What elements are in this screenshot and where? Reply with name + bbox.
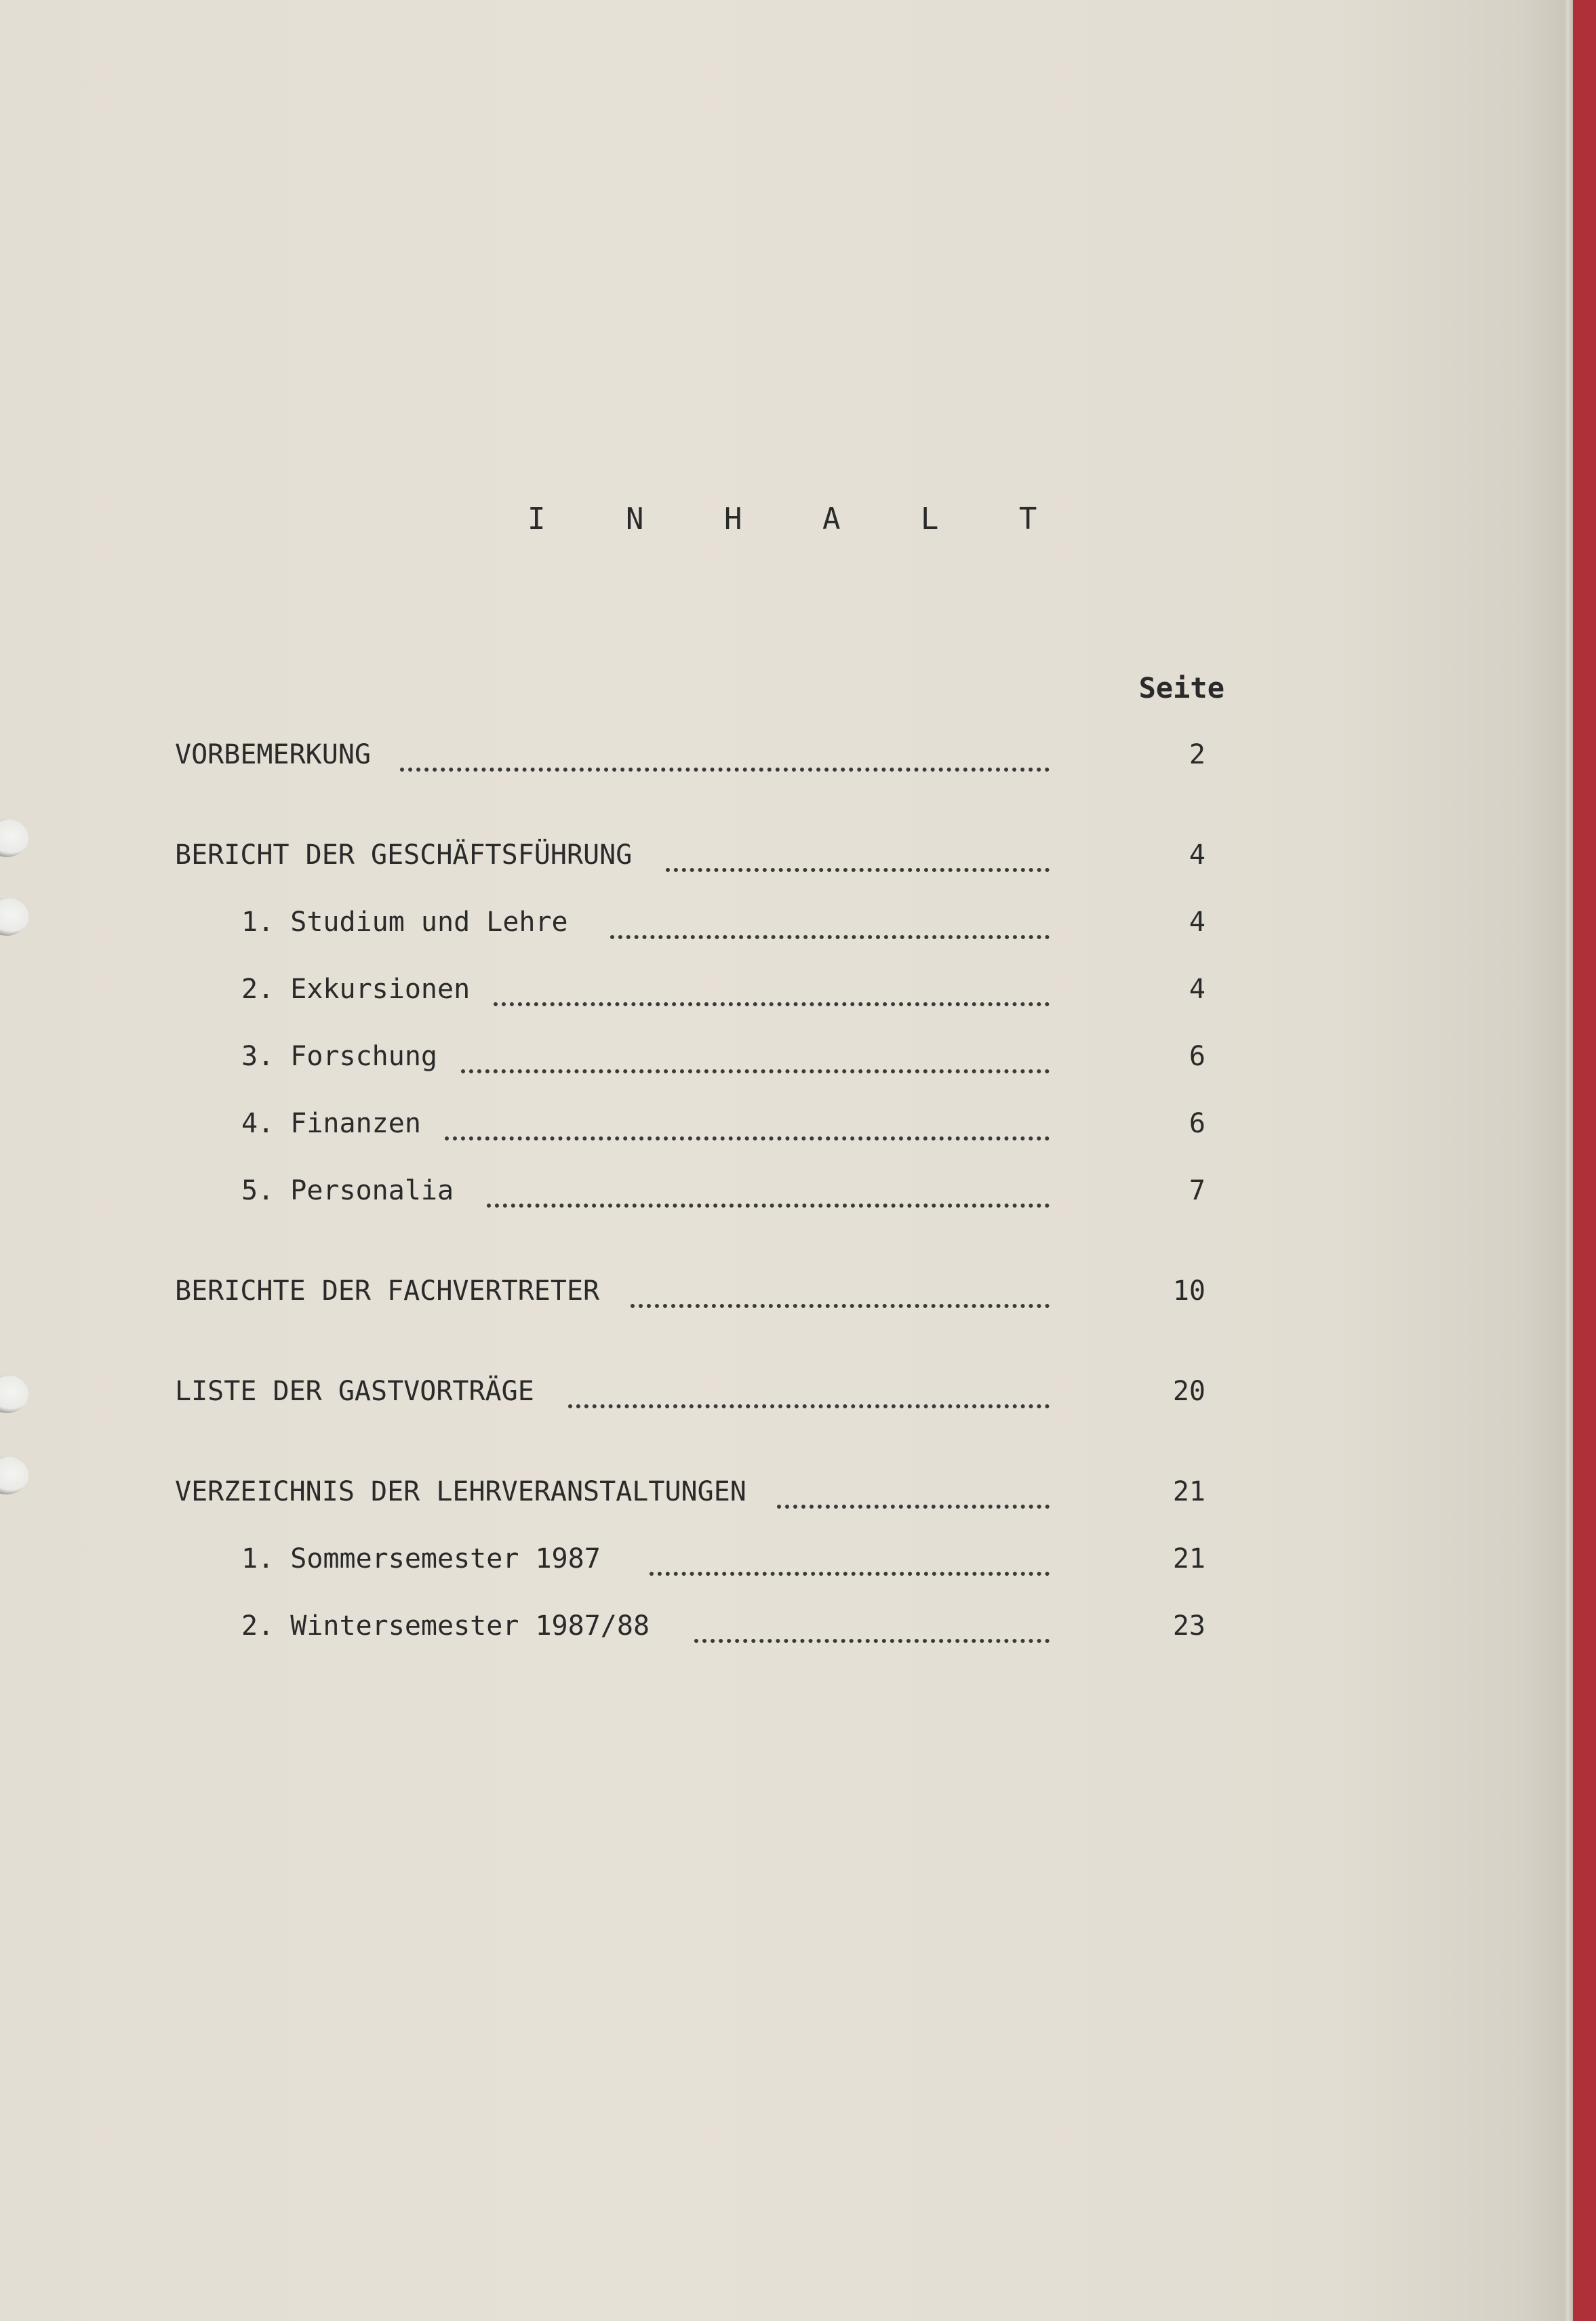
toc-entry-page: 20 [1172, 1376, 1205, 1407]
toc-entry-label: 1. Studium und Lehre [241, 907, 568, 938]
toc-dot-leader [494, 982, 1050, 1006]
toc-entry-sommersemester [0, 1543, 1220, 1584]
toc-entry-label: 1. Sommersemester 1987 [241, 1543, 601, 1574]
toc-entry-page: 10 [1172, 1275, 1205, 1307]
toc-entry-page: 21 [1172, 1543, 1205, 1574]
toc-dot-leader [694, 1619, 1050, 1643]
toc-entry-label: LISTE DER GASTVORTRÄGE [175, 1376, 534, 1407]
toc-entry-finanzen [0, 1108, 1220, 1149]
toc-entry-page: 6 [1189, 1108, 1205, 1139]
toc-dot-leader [610, 915, 1050, 939]
toc-entry-label: VORBEMERKUNG [175, 739, 371, 770]
toc-dot-leader [568, 1384, 1050, 1408]
toc-entry-label: BERICHTE DER FACHVERTRETER [175, 1275, 600, 1307]
toc-entry-label: 2. Wintersemester 1987/88 [241, 1610, 650, 1642]
toc-entry-label: 4. Finanzen [241, 1108, 421, 1139]
toc-dot-leader [400, 747, 1050, 772]
toc-entry-forschung [0, 1041, 1220, 1082]
toc-entry-page: 21 [1172, 1476, 1205, 1507]
page-edge [1563, 0, 1573, 2321]
toc-dot-leader [666, 848, 1050, 872]
toc-entry-verzeichnis-lehrveranstaltungen [0, 1476, 1220, 1517]
toc-entry-exkursionen [0, 974, 1220, 1014]
toc-entry-personalia [0, 1175, 1220, 1216]
toc-entry-wintersemester [0, 1610, 1220, 1651]
toc-entry-page: 4 [1189, 974, 1205, 1005]
toc-dot-leader [650, 1551, 1050, 1576]
toc-entry-label: 2. Exkursionen [241, 974, 471, 1005]
page-column-header: Seite [1138, 671, 1224, 705]
toc-entry-page: 2 [1189, 739, 1205, 770]
toc-dot-leader [777, 1484, 1050, 1509]
toc-entry-page: 4 [1189, 839, 1205, 871]
toc-entry-label: VERZEICHNIS DER LEHRVERANSTALTUNGEN [175, 1476, 746, 1507]
toc-dot-leader [445, 1116, 1050, 1140]
toc-entry-page: 6 [1189, 1041, 1205, 1072]
toc-entry-vorbemerkung [0, 739, 1220, 780]
toc-entry-page: 4 [1189, 907, 1205, 938]
toc-entry-studium-lehre [0, 907, 1220, 947]
toc-entry-label: 5. Personalia [241, 1175, 454, 1206]
toc-entry-label: 3. Forschung [241, 1041, 437, 1072]
toc-entry-page: 7 [1189, 1175, 1205, 1206]
toc-entry-berichte-fachvertreter [0, 1275, 1220, 1316]
page-title: I N H A L T [527, 502, 1069, 536]
toc-dot-leader [487, 1183, 1050, 1208]
toc-dot-leader [461, 1049, 1050, 1073]
toc-entry-bericht-geschaeftsfuehrung [0, 839, 1220, 880]
toc-entry-page: 23 [1172, 1610, 1205, 1642]
toc-entry-label: BERICHT DER GESCHÄFTSFÜHRUNG [175, 839, 633, 871]
toc-entry-liste-gastvortraege [0, 1376, 1220, 1416]
toc-dot-leader [631, 1284, 1050, 1308]
